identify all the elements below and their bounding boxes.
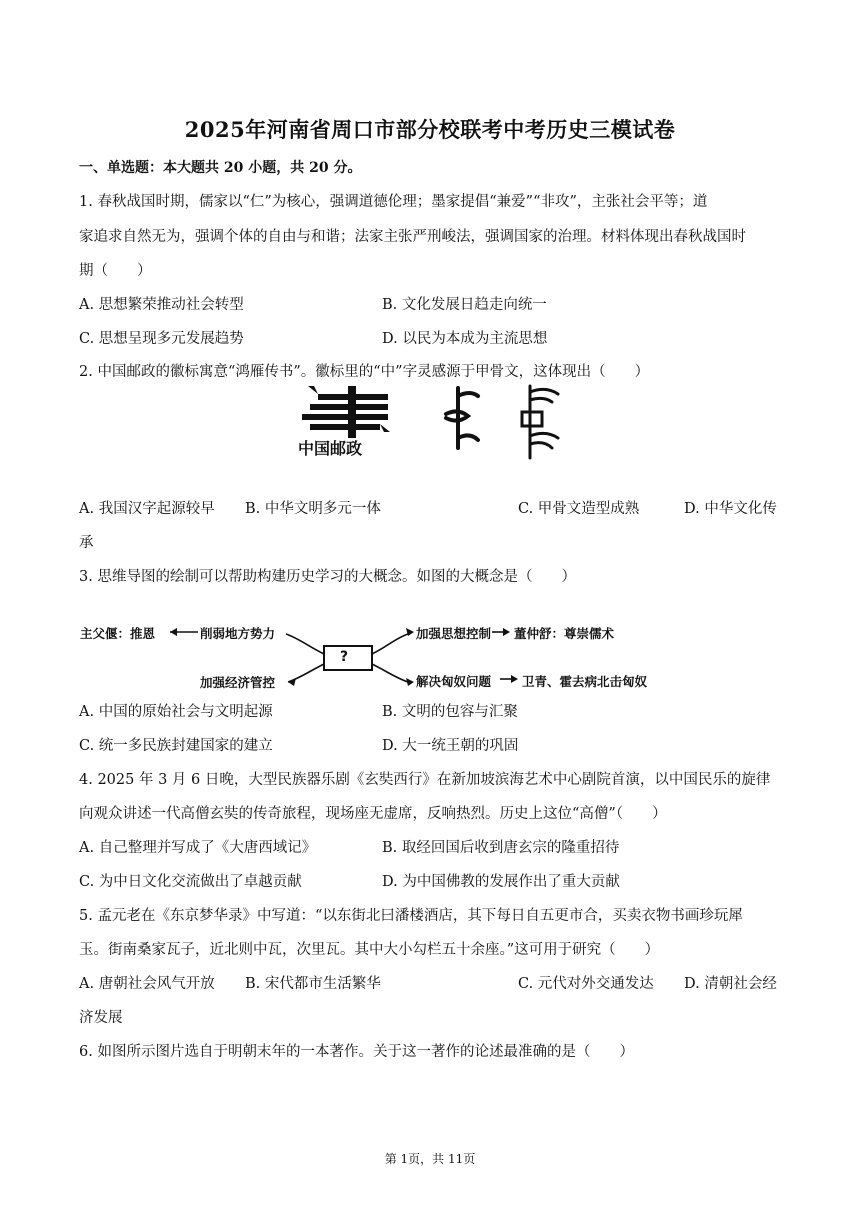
q5-option-d-wrap: 济发展 — [79, 1010, 123, 1026]
mind-map-center: ? — [340, 649, 349, 665]
q3-option-c[interactable]: C. 统一多民族封建国家的建立 — [79, 738, 273, 754]
q3-option-b[interactable]: B. 文明的包容与汇聚 — [382, 704, 518, 720]
q3-stem-line-1: 3. 思维导图的绘制可以帮助构建历史学习的大概念。如图的大概念是（ ） — [79, 569, 576, 585]
q2-stem-line-1: 2. 中国邮政的徽标寓意“鸿雁传书”。徽标里的“中”字灵感源于甲骨文，这体现出（ ） — [79, 364, 650, 380]
postal-logo-caption: 中国邮政 — [298, 439, 363, 458]
mind-map-right-top-outer: 董仲舒：尊崇儒术 — [514, 626, 615, 641]
q2-option-b[interactable]: B. 中华文明多元一体 — [245, 501, 381, 517]
mind-map-figure — [78, 618, 678, 696]
q4-stem-line-1: 4. 2025 年 3 月 6 日晚，大型民族器乐剧《玄奘西行》在新加坡滨海艺术中心剧院首演，以中国民乐的旋律 — [79, 772, 771, 788]
mind-map-left-top-outer: 主父偃：推恩 — [80, 626, 156, 641]
q5-option-c[interactable]: C. 元代对外交通发达 — [518, 976, 654, 992]
q3-option-a[interactable]: A. 中国的原始社会与文明起源 — [79, 704, 273, 720]
china-post-emblem-image — [290, 382, 580, 462]
mind-map-right-bottom: 解决匈奴问题 — [416, 674, 492, 689]
q1-option-c[interactable]: C. 思想呈现多元发展趋势 — [79, 331, 244, 347]
oracle-bone-zhong-glyph-2 — [522, 386, 558, 458]
q2-option-d-wrap: 承 — [79, 535, 94, 551]
q6-stem-line-1: 6. 如图所示图片选自于明朝末年的一本著作。关于这一著作的论述最准确的是（ ） — [79, 1044, 634, 1060]
page-footer: 第 1页，共 11页 — [384, 1152, 476, 1166]
q5-stem-line-1: 5. 孟元老在《东京梦华录》中写道：“以东街北曰潘楼酒店，其下每日自五更市合，买卖衣物书画珍玩犀 — [79, 908, 743, 924]
q2-option-d[interactable]: D. 中华文化传 — [684, 501, 777, 517]
q2-option-c[interactable]: C. 甲骨文造型成熟 — [518, 501, 640, 517]
mind-map-left-bottom: 加强经济管控 — [200, 675, 276, 690]
page-title: 2025年河南省周口市部分校联考中考历史三模试卷 — [184, 117, 676, 142]
q4-option-c[interactable]: C. 为中日文化交流做出了卓越贡献 — [79, 874, 302, 890]
q1-option-b[interactable]: B. 文化发展日趋走向统一 — [382, 297, 547, 313]
mind-map-right-top: 加强思想控制 — [416, 626, 492, 641]
q5-option-d[interactable]: D. 清朝社会经 — [684, 976, 777, 992]
q4-option-b[interactable]: B. 取经回国后收到唐玄宗的隆重招待 — [382, 840, 620, 856]
q4-option-a[interactable]: A. 自己整理并写成了《大唐西域记》 — [79, 840, 317, 856]
q4-stem-line-2: 向观众讲述一代高僧玄奘的传奇旅程，现场座无虚席，反响热烈。历史上这位“高僧”（ ） — [79, 806, 667, 822]
q1-stem-line-2: 家追求自然无为，强调个体的自由与和谐；法家主张严刑峻法，强调国家的治理。材料体现出春秋战国时 — [79, 229, 746, 245]
mind-map-right-bottom-outer: 卫青、霍去病北击匈奴 — [522, 674, 648, 689]
oracle-bone-zhong-glyph-1 — [446, 388, 478, 448]
q1-stem-line-1: 1. 春秋战国时期，儒家以“仁”为核心，强调道德伦理；墨家提倡“兼爱”“非攻”，主张社会平等；道 — [79, 194, 708, 210]
q3-option-d[interactable]: D. 大一统王朝的巩固 — [382, 738, 519, 754]
q4-option-d[interactable]: D. 为中国佛教的发展作出了重大贡献 — [382, 874, 620, 890]
q5-option-a[interactable]: A. 唐朝社会风气开放 — [79, 976, 215, 992]
mind-map-left-top: 削弱地方势力 — [200, 626, 276, 641]
q1-option-a[interactable]: A. 思想繁荣推动社会转型 — [79, 297, 244, 313]
postal-logo-figure — [290, 382, 580, 462]
q2-option-a[interactable]: A. 我国汉字起源较早 — [79, 501, 215, 517]
section-heading: 一、单选题：本大题共 20 小题，共 20 分。 — [79, 160, 362, 176]
q5-option-b[interactable]: B. 宋代都市生活繁华 — [245, 976, 381, 992]
q5-stem-line-2: 玉。街南桑家瓦子，近北则中瓦，次里瓦。其中大小勾栏五十余座。”这可用于研究（ ） — [79, 942, 660, 958]
q1-option-d[interactable]: D. 以民为本成为主流思想 — [382, 331, 548, 347]
q1-stem-line-3: 期（ ） — [79, 263, 152, 279]
